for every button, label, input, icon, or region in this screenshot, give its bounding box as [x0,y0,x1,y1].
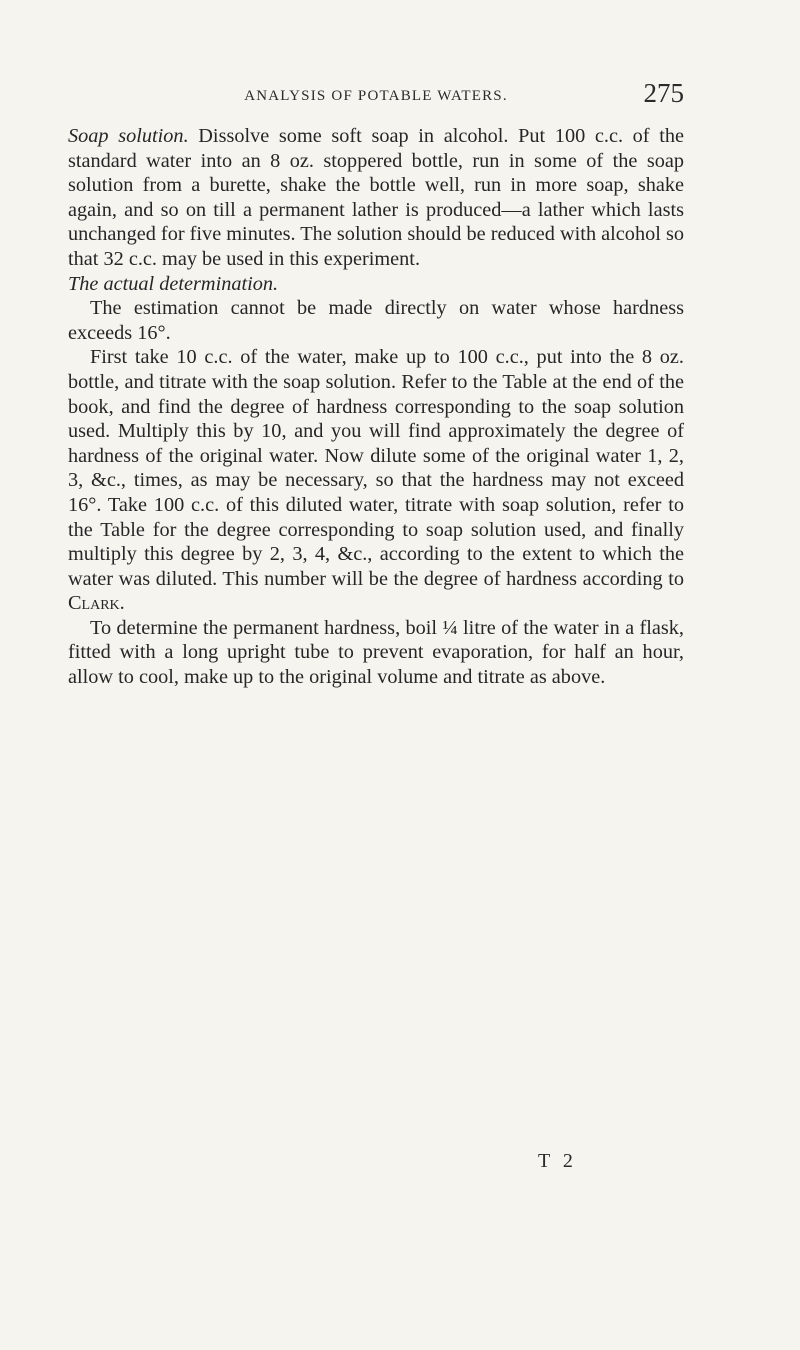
running-head [68,78,684,108]
page-number: 275 [643,78,684,108]
paragraph-text: First take 10 c.c. of the water, make up to 100 c.c., put into the 8 oz. bottle, and titrate with the soap solution. Refer to the Table at the end of the book, and find the degree of hardness corresponding to the soap solution used. Multiply this by 10, and you will find approximately the degree of hardness of the original water. Now dilute some of the original water 1, 2, 3, &c., times, as may be necessary, so that the hardness may not exceed 16°. Take 100 c.c. of this diluted water, titrate with soap solution, refer to the Table for the degree corresponding to soap solution used, and finally multiply this degree by 2, 3, 4, &c., according to the extent to which the water was diluted. This number will be the degree of hardness according to [68,346,684,590]
body-text [68,124,684,690]
paragraph-estimation [68,296,684,345]
author-reference: Clark. [68,592,125,615]
paragraph-soap-solution [68,124,684,272]
running-title: ANALYSIS OF POTABLE WATERS. [244,88,508,104]
paragraph-first-take [68,345,684,616]
paragraph-text: The estimation cannot be made directly on water whose hardness exceeds 16°. [68,297,684,344]
paragraph-text: To determine the permanent hardness, boil ¼ litre of the water in a flask, fitted with a long upright tube to prevent evaporation, for half an hour, allow to cool, make up to the original volume and titrate as above. [68,616,684,689]
subheading-actual-determination [68,272,684,297]
paragraph-text: Dissolve some soft soap in alcohol. Put 100 c.c. of the standard water into an 8 oz. stoppered bottle, run in some of the soap solution from a burette, shake the bottle well, run in more soap, shake again, and so on till a permanent lather is produced—a lather which lasts unchanged for five minutes. The solution should be reduced with alcohol so that 32 c.c. may be used in this experiment. [68,125,684,270]
paragraph-lead-italic: Soap solution. [68,125,189,147]
paragraph-permanent-hardness [68,616,684,690]
signature-mark: T 2 [538,1150,577,1172]
subheading-italic: The actual determination. [68,272,279,295]
